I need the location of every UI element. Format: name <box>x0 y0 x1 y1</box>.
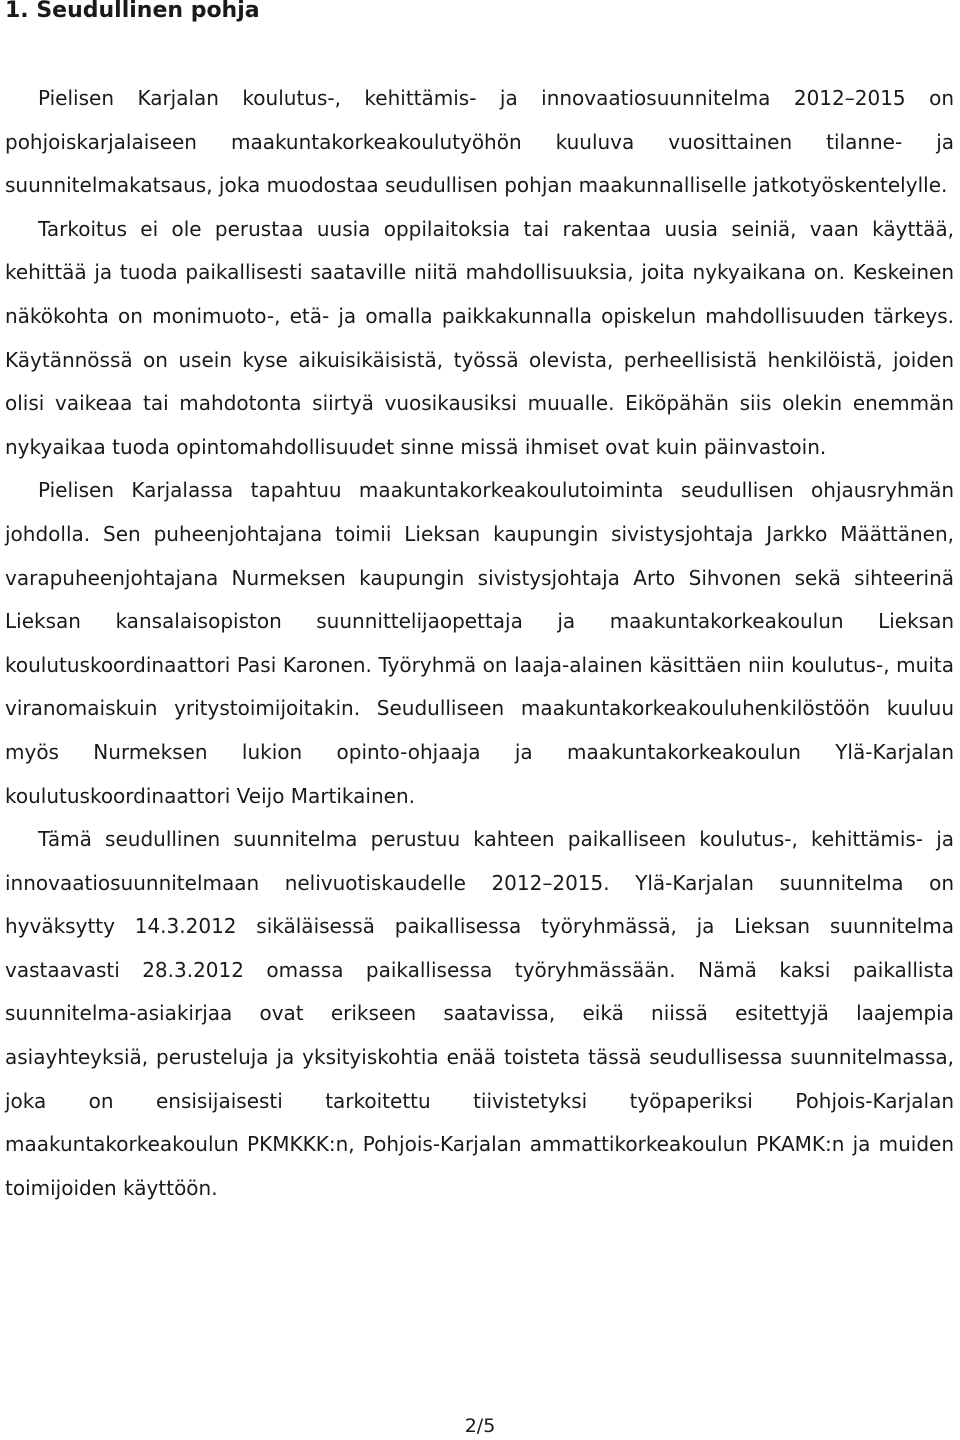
paragraph-local-plans: Tämä seudullinen suunnitelma perustuu kahteen paikalliseen koulutus-, kehittämis- ja innovaatiosuunnitelmaan nelivuotiskaudelle 2012–2015. Ylä-Karjalan suunnitelma on hyväksytty 14.3.2012 sikäläisessä paikallisessa työryhmässä, ja Lieksan suunnitelma vastaavasti 28.3.2012 omassa paikallisessa työryhmässään. Nämä kaksi paikallista suunnitelma-asiakirjaa ovat erikseen saatavissa, eikä niissä esitettyjä laajempia asiayhteyksiä, perusteluja ja yksityiskohtia enää toisteta tässä seudullisessa suunnitelmassa, joka on ensisijaisesti tarkoitettu tiivistetyksi työpaperiksi Pohjois-Karjalan maakuntakorkeakoulun PKMKKK:n, Pohjois-Karjalan ammattikorkeakoulun PKAMK:n ja muiden toimijoiden käyttöön. <box>5 827 954 1200</box>
page-number: 2/5 <box>464 1415 496 1437</box>
section-heading: 1. Seudullinen pohja <box>5 0 260 23</box>
paragraph-steering-group: Pielisen Karjalassa tapahtuu maakuntakorkeakoulutoiminta seudullisen ohjausryhmän johdolla. Sen puheenjohtajana toimii Lieksan kaupungin sivistysjohtaja Jarkko Määttänen, varapuheenjohtajana Nurmeksen kaupungin sivistysjohtaja Arto Sihvonen sekä sihteerinä Lieksan kansalaisopiston suunnittelijaopettaja ja maakuntakorkeakoulun Lieksan koulutuskoordinaattori Pasi Karonen. Työryhmä on laaja-alainen käsittäen niin koulutus-, muita viranomaiskuin yritystoimijoitakin. Seudulliseen maakuntakorkeakouluhenkilöstöön kuuluu myös Nurmeksen lukion opinto-ohjaaja ja maakuntakorkeakoulun Ylä-Karjalan koulutuskoordinaattori Veijo Martikainen. <box>5 478 954 808</box>
paragraph-purpose: Tarkoitus ei ole perustaa uusia oppilaitoksia tai rakentaa uusia seiniä, vaan käyttää, kehittää ja tuoda paikallisesti saataville niitä mahdollisuuksia, joita nykyaikana on. Keskeinen näkökohta on monimuoto-, etä- ja omalla paikkakunnalla opiskelun mahdollisuuden tärkeys. Käytännössä on usein kyse aikuisikäisistä, työssä olevista, perheellisistä henkilöistä, joiden olisi vaikeaa tai mahdotonta siirtyä vuosikausiksi muualle. Eiköpähän siis olekin enemmän nykyaikaa tuoda opintomahdollisuudet sinne missä ihmiset ovat kuin päinvastoin. <box>5 216 954 459</box>
section-body <box>5 77 954 1210</box>
paragraph-intro: Pielisen Karjalan koulutus-, kehittämis- ja innovaatiosuunnitelma 2012–2015 on pohjoiskarjalaiseen maakuntakorkeakoulutyöhön kuuluva vuosittainen tilanne- ja suunnitelmakatsaus, joka muodostaa seudullisen pohjan maakunnalliselle jatkotyöskentelylle. <box>5 86 954 198</box>
